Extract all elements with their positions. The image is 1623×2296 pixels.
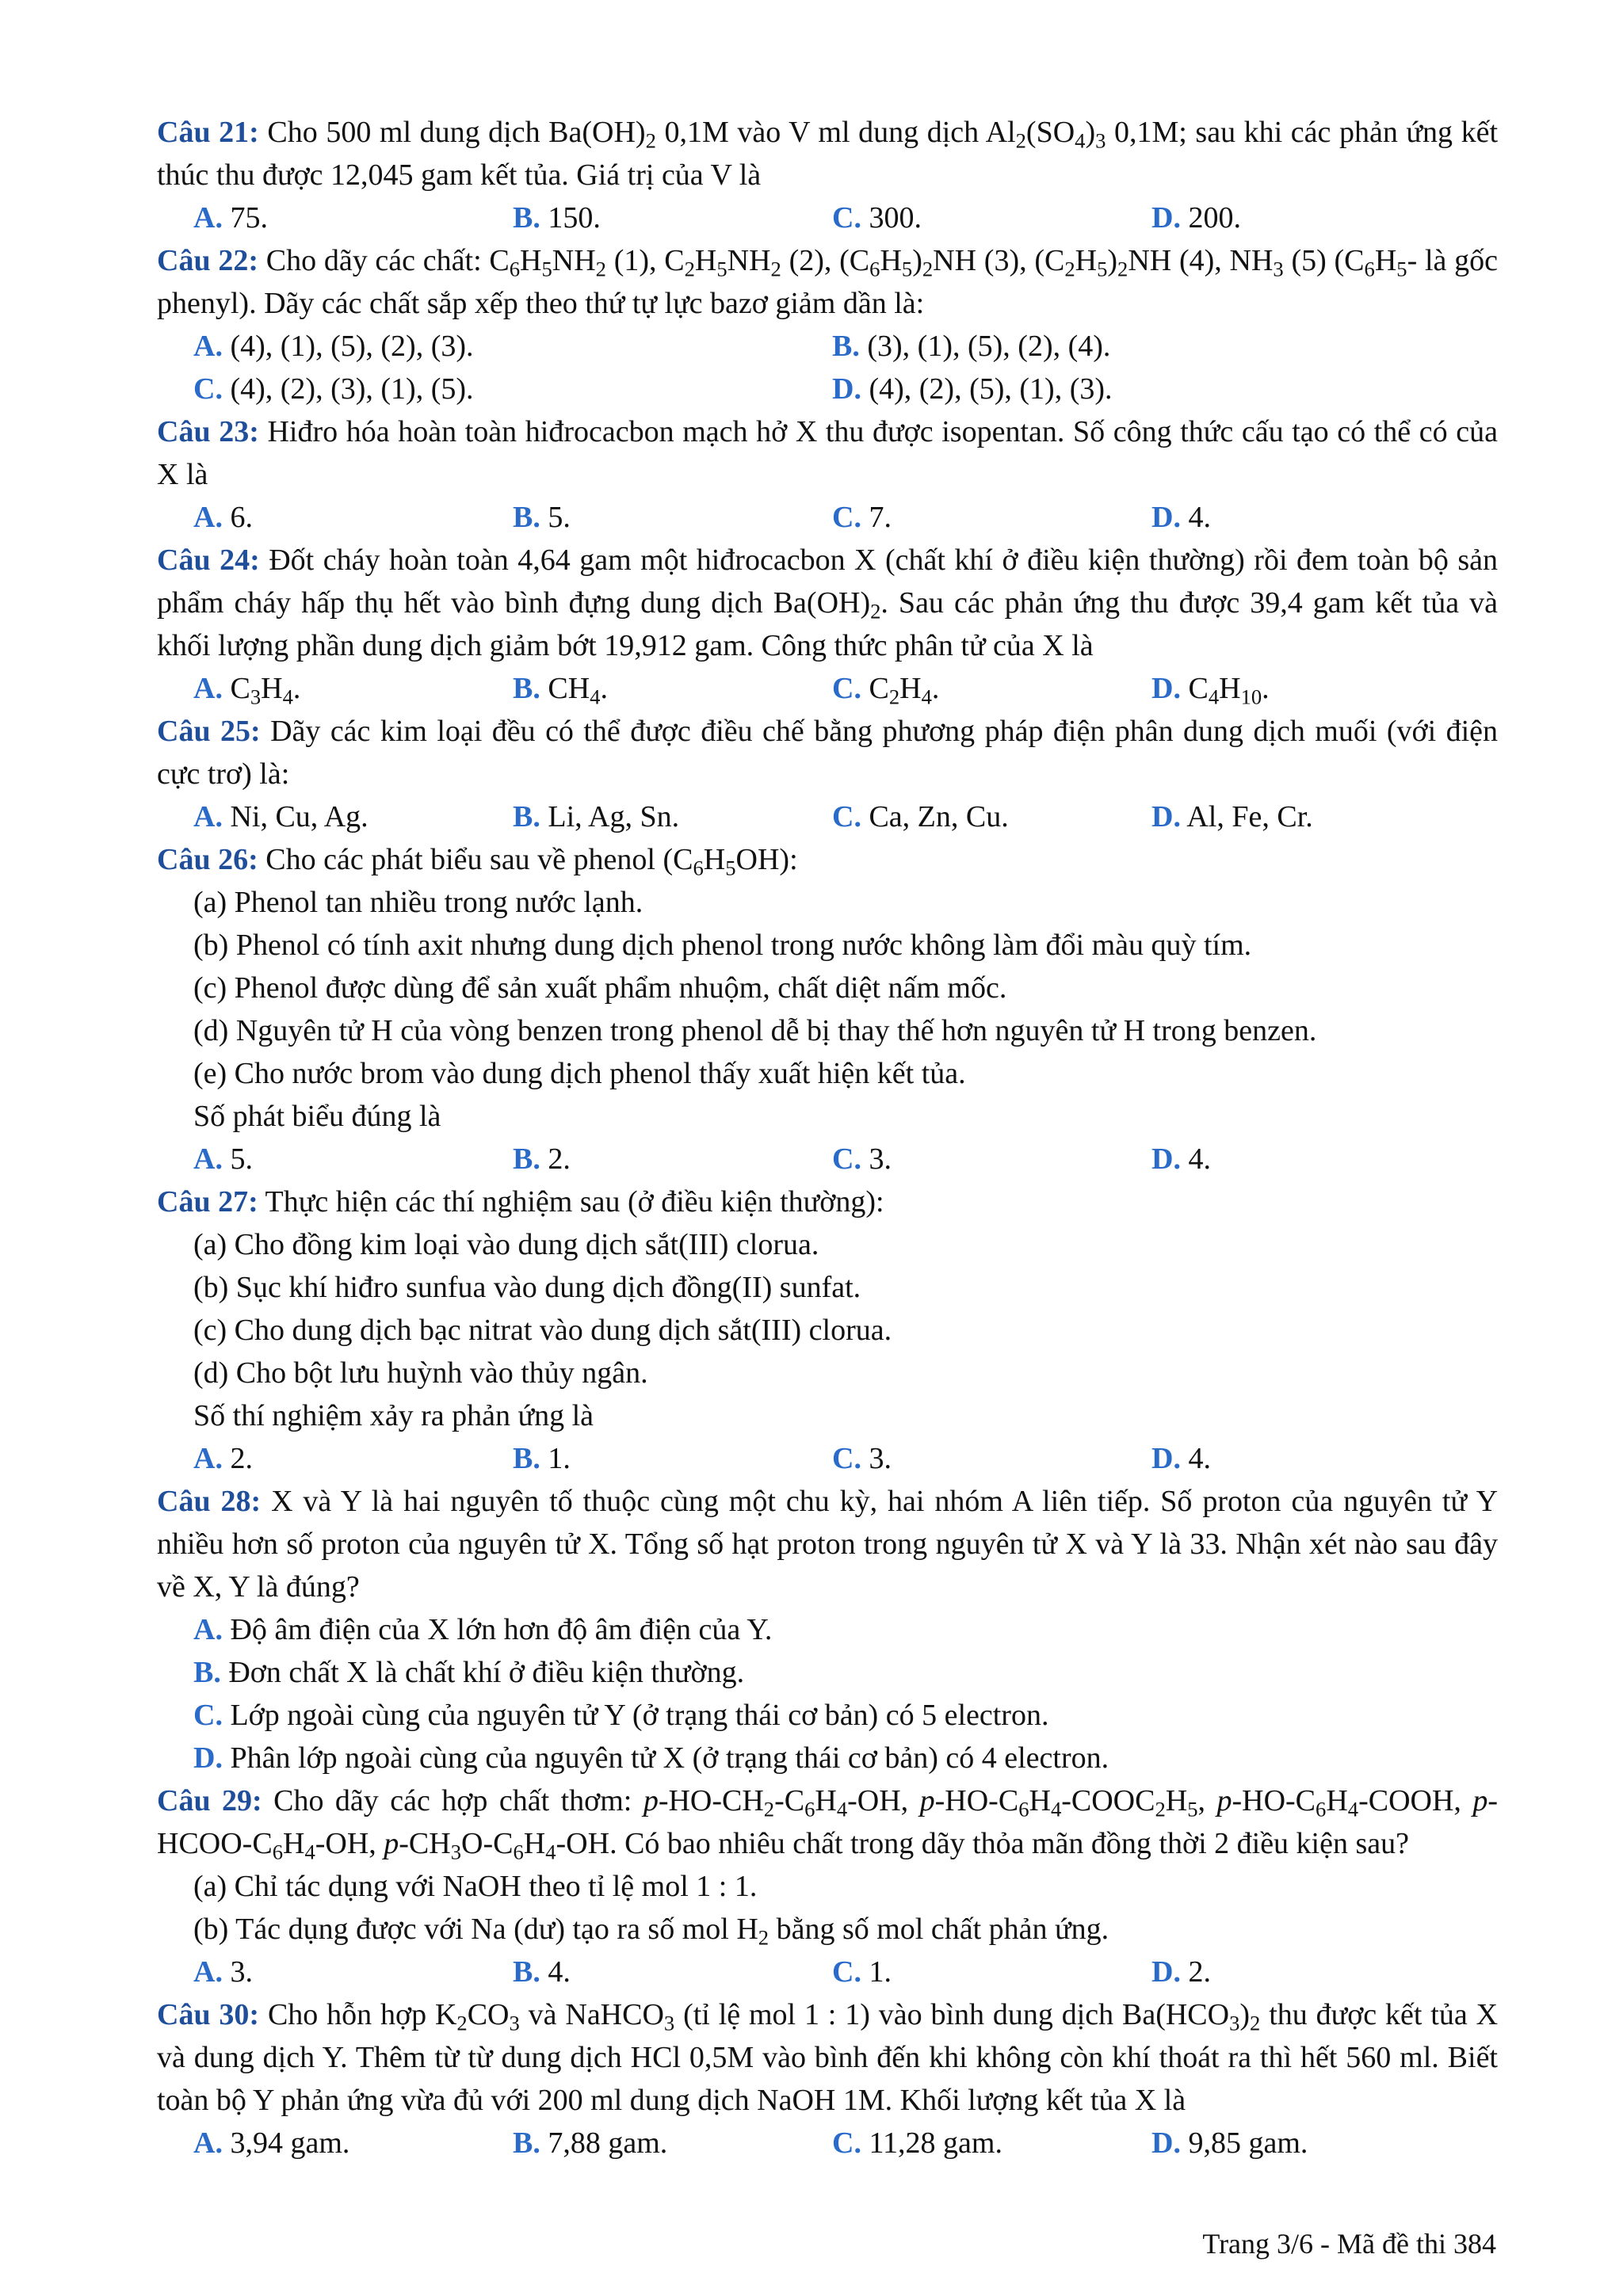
option-letter: B. — [513, 1442, 540, 1475]
answer-option-a — [193, 496, 513, 539]
statement-item: (a) Cho đồng kim loại vào dung dịch sắt(III) clorua. — [193, 1228, 819, 1261]
answer-option-b — [513, 196, 832, 239]
question-block — [157, 1180, 1498, 1480]
question-number: Câu 29: — [157, 1784, 262, 1817]
question-text: Cho dãy các hợp chất thơm: $p-HO-CH_2-C_6H_4-OH$, $p-HO-C_6H_4-COOC_2H_5$, $p-HO-C_6H_4$-COOH, $p-HCOO-C_6H_4-OH$, $p-CH_3O-C_6H_4-OH$. Có bao nhiêu chất trong dãy thỏa mãn đồng thời 2 điều kiện sau? — [157, 1784, 1498, 1864]
answer-option-d — [1151, 496, 1471, 539]
answer-option-c — [832, 1951, 1151, 1993]
answer-option-c — [832, 196, 1151, 239]
question-text: Cho 500 ml dung dịch $Ba(OH)_2$ 0,1M vào V ml dung dịch $Al_2(SO_4)_3$ 0,1M; sau khi các phản ứng kết thúc thu được 12,045 gam kết tủa. Giá trị của V là — [157, 116, 1499, 192]
option-text: 4. — [1180, 1442, 1211, 1475]
option-text: Lớp ngoài cùng của nguyên tử Y (ở trạng thái cơ bản) có 5 electron. — [222, 1699, 1049, 1732]
option-text: $C_2H_4$. — [861, 672, 940, 709]
option-text: 3,94 gam. — [222, 2126, 350, 2160]
answer-option-d — [1151, 667, 1471, 710]
statement-item: (c) Phenol được dùng để sản xuất phẩm nhuộm, chất diệt nấm mốc. — [193, 971, 1007, 1005]
answer-option-a — [193, 1138, 513, 1180]
option-letter: C. — [832, 1955, 861, 1989]
answer-options — [157, 795, 1498, 838]
option-text: 4. — [1180, 1142, 1211, 1176]
statement-item: (e) Cho nước brom vào dung dịch phenol thấy xuất hiện kết tủa. — [193, 1057, 966, 1090]
option-text: 2. — [540, 1142, 571, 1176]
answer-option-c — [832, 1437, 1151, 1480]
option-text: 5. — [540, 501, 571, 534]
statement-item: Số phát biểu đúng là — [193, 1100, 441, 1133]
option-text: 3. — [222, 1955, 253, 1989]
answer-option-a — [193, 795, 513, 838]
statement-item: (d) Nguyên tử H của vòng benzen trong phenol dễ bị thay thế hơn nguyên tử H trong benzen. — [193, 1014, 1317, 1047]
answer-options — [157, 1437, 1498, 1480]
option-text: 2. — [222, 1442, 253, 1475]
question-number: Câu 25: — [157, 715, 261, 748]
option-text: 5. — [222, 1142, 253, 1176]
question-stem — [157, 410, 1498, 496]
question-stem — [157, 1480, 1498, 1608]
option-letter: A. — [193, 1613, 223, 1646]
option-letter: B. — [513, 1955, 540, 1989]
option-text: 11,28 gam. — [861, 2126, 1002, 2160]
option-letter: D. — [1151, 1142, 1181, 1176]
option-letter: B. — [513, 2126, 540, 2160]
question-text: Cho hỗn hợp $K_2CO_3$ và NaHCO$_3$ (tỉ lệ mol 1 : 1) vào bình dung dịch $Ba(HCO_3)_2$ thu được kết tủa X và dung dịch Y. Thêm từ từ dung dịch HCl 0,5M vào bình đến khi không còn khí thoát ra thì hết 560 ml. Biết toàn bộ Y phản ứng vừa đủ với 200 ml dung dịch NaOH 1M. Khối lượng kết tủa X là — [157, 1998, 1499, 2117]
statement-item: (d) Cho bột lưu huỳnh vào thủy ngân. — [193, 1356, 648, 1390]
option-text: Ni, Cu, Ag. — [222, 800, 369, 833]
answer-option-c — [832, 2122, 1151, 2164]
question-block — [157, 239, 1498, 410]
option-text: Độ âm điện của X lớn hơn độ âm điện của Y. — [222, 1613, 773, 1646]
answer-option-c — [832, 496, 1151, 539]
option-letter: B. — [513, 800, 540, 833]
answer-options — [157, 1951, 1498, 1993]
option-letter: B. — [513, 501, 540, 534]
question-stem — [157, 1993, 1498, 2122]
answer-options — [157, 2122, 1498, 2164]
question-text: Dãy các kim loại đều có thể được điều chế bằng phương pháp điện phân dung dịch muối (với điện cực trơ) là: — [157, 715, 1498, 791]
option-letter: A. — [193, 800, 223, 833]
question-stem — [157, 1779, 1498, 1865]
answer-option-d — [1151, 2122, 1471, 2164]
option-text: 300. — [861, 201, 922, 235]
option-text: 4. — [540, 1955, 571, 1989]
answer-option-d — [1151, 1951, 1471, 1993]
answer-options — [157, 325, 1498, 410]
answer-options — [157, 496, 1498, 539]
option-text: $CH_4$. — [540, 672, 608, 709]
option-text: 1. — [861, 1955, 892, 1989]
option-letter: C. — [832, 1142, 861, 1176]
statement-item: Số thí nghiệm xảy ra phản ứng là — [193, 1399, 594, 1432]
answer-option-d — [1151, 795, 1471, 838]
option-letter: D. — [1151, 2126, 1181, 2160]
option-text: (4), (2), (3), (1), (5). — [222, 372, 474, 406]
option-text: 9,85 gam. — [1180, 2126, 1308, 2160]
option-letter: D. — [193, 1741, 223, 1775]
question-number: Câu 21: — [157, 116, 259, 149]
answer-option-a — [193, 1951, 513, 1993]
answer-option-d — [1151, 1437, 1471, 1480]
option-letter: C. — [193, 1699, 223, 1732]
answer-option-b — [513, 1437, 832, 1480]
option-text: 2. — [1180, 1955, 1211, 1989]
answer-option-d — [832, 368, 1471, 410]
option-letter: A. — [193, 672, 223, 705]
option-text: Al, Fe, Cr. — [1180, 800, 1313, 833]
option-text: 7. — [861, 501, 892, 534]
question-number: Câu 27: — [157, 1185, 258, 1219]
answer-options — [157, 1138, 1498, 1180]
answer-option-c — [832, 1138, 1151, 1180]
answer-option-a — [193, 1437, 513, 1480]
option-text: 4. — [1180, 501, 1211, 534]
statement-item: (b) Sục khí hiđro sunfua vào dung dịch đồng(II) sunfat. — [193, 1271, 861, 1304]
question-number: Câu 28: — [157, 1485, 262, 1518]
question-block — [157, 838, 1498, 1180]
answer-option-a — [193, 325, 832, 368]
option-text: $C_3H_4$. — [222, 672, 301, 709]
option-letter: A. — [193, 2126, 223, 2160]
option-text: $C_4H_{10}$. — [1180, 672, 1270, 709]
question-text: X và Y là hai nguyên tố thuộc cùng một chu kỳ, hai nhóm A liên tiếp. Số proton của nguyên tử Y nhiều hơn số proton của nguyên tử X. Tổng số hạt proton trong nguyên tử X và Y là 33. Nhận xét nào sau đây về X, Y là đúng? — [157, 1485, 1499, 1604]
question-stem — [157, 111, 1498, 196]
option-letter: D. — [1151, 672, 1181, 705]
option-letter: C. — [832, 1442, 861, 1475]
question-block — [157, 410, 1498, 539]
question-number: Câu 26: — [157, 843, 258, 876]
option-letter: D. — [1151, 1955, 1181, 1989]
page-footer: Trang 3/6 - Mã đề thi 384 — [1202, 2228, 1496, 2260]
option-letter: D. — [1151, 1442, 1181, 1475]
option-text: 3. — [861, 1142, 892, 1176]
option-letter: D. — [1151, 501, 1181, 534]
statement-item: (b) Phenol có tính axit nhưng dung dịch phenol trong nước không làm đổi màu quỳ tím. — [193, 929, 1252, 962]
question-number: Câu 30: — [157, 1998, 260, 2031]
option-letter: A. — [193, 1142, 223, 1176]
answer-option-a — [193, 196, 513, 239]
answer-options — [157, 196, 1498, 239]
answer-option-d — [1151, 1138, 1471, 1180]
statement-item: (a) Phenol tan nhiều trong nước lạnh. — [193, 886, 643, 919]
question-stem — [157, 1180, 1498, 1223]
question-block — [157, 1993, 1498, 2164]
question-block — [157, 539, 1498, 710]
statement-item: (b) Tác dụng được với Na (dư) tạo ra số mol $H_2$ bằng số mol chất phản ứng. — [193, 1913, 1109, 1950]
answer-option-b — [513, 1951, 832, 1993]
question-stem — [157, 710, 1498, 795]
question-stem — [157, 838, 1498, 881]
question-text: Cho các phát biểu sau về phenol $(C_6H_5OH)$: — [258, 843, 798, 880]
question-text: Thực hiện các thí nghiệm sau (ở điều kiện thường): — [258, 1185, 884, 1219]
option-letter: C. — [832, 800, 861, 833]
option-letter: C. — [832, 201, 861, 235]
question-list — [157, 111, 1498, 2164]
option-letter: A. — [193, 1442, 223, 1475]
option-text: (4), (2), (5), (1), (3). — [861, 372, 1113, 406]
option-letter: B. — [513, 672, 540, 705]
option-letter: B. — [832, 330, 860, 363]
option-letter: A. — [193, 1955, 223, 1989]
option-letter: A. — [193, 501, 223, 534]
question-text: Hiđro hóa hoàn toàn hiđrocacbon mạch hở X thu được isopentan. Số công thức cấu tạo có thể có của X là — [157, 415, 1499, 491]
answer-option-b — [513, 1138, 832, 1180]
answer-option-a — [193, 667, 513, 710]
question-stem — [157, 539, 1498, 667]
answer-option-c — [193, 1694, 1498, 1737]
question-text: Đốt cháy hoàn toàn 4,64 gam một hiđrocacbon X (chất khí ở điều kiện thường) rồi đem toàn bộ sản phẩm cháy hấp thụ hết vào bình đựng dung dịch $Ba(OH)_2$. Sau các phản ứng thu được 39,4 gam kết tủa và khối lượng phần dung dịch giảm bớt 19,912 gam. Công thức phân tử của X là — [157, 543, 1499, 662]
option-text: 200. — [1180, 201, 1241, 235]
option-text: Phân lớp ngoài cùng của nguyên tử X (ở trạng thái cơ bản) có 4 electron. — [222, 1741, 1109, 1775]
question-stem — [157, 239, 1498, 325]
option-letter: D. — [1151, 201, 1181, 235]
answer-option-c — [832, 795, 1151, 838]
option-letter: B. — [193, 1656, 221, 1689]
statement-item: (a) Chỉ tác dụng với NaOH theo tỉ lệ mol 1 : 1. — [193, 1870, 758, 1903]
option-text: Ca, Zn, Cu. — [861, 800, 1009, 833]
option-letter: D. — [1151, 800, 1181, 833]
answer-option-b — [513, 2122, 832, 2164]
question-number: Câu 22: — [157, 244, 258, 277]
question-block — [157, 1480, 1498, 1779]
statement-item: (c) Cho dung dịch bạc nitrat vào dung dịch sắt(III) clorua. — [193, 1314, 892, 1347]
answer-option-b — [513, 496, 832, 539]
question-number: Câu 23: — [157, 415, 259, 448]
option-text: (3), (1), (5), (2), (4). — [859, 330, 1111, 363]
answer-option-b — [513, 795, 832, 838]
option-text: (4), (1), (5), (2), (3). — [222, 330, 474, 363]
answer-option-d — [193, 1737, 1498, 1779]
answer-option-c — [832, 667, 1151, 710]
option-text: Đơn chất X là chất khí ở điều kiện thường. — [220, 1656, 745, 1689]
question-number: Câu 24: — [157, 543, 260, 577]
option-text: 6. — [222, 501, 253, 534]
option-letter: C. — [193, 372, 223, 406]
answer-option-a — [193, 1608, 1498, 1651]
option-text: 7,88 gam. — [540, 2126, 668, 2160]
answer-options — [157, 667, 1498, 710]
answer-option-b — [193, 1651, 1498, 1694]
answer-option-b — [513, 667, 832, 710]
question-block — [157, 1779, 1498, 1993]
answer-options — [157, 1608, 1498, 1779]
answer-option-a — [193, 2122, 513, 2164]
answer-option-c — [193, 368, 832, 410]
question-block — [157, 710, 1498, 838]
option-letter: C. — [832, 672, 861, 705]
option-letter: D. — [832, 372, 861, 406]
answer-option-d — [1151, 196, 1471, 239]
option-text: Li, Ag, Sn. — [540, 800, 680, 833]
answer-option-b — [832, 325, 1471, 368]
option-letter: C. — [832, 2126, 861, 2160]
option-letter: A. — [193, 330, 223, 363]
option-letter: B. — [513, 201, 540, 235]
option-letter: B. — [513, 1142, 540, 1176]
option-text: 1. — [540, 1442, 571, 1475]
option-letter: C. — [832, 501, 861, 534]
option-text: 3. — [861, 1442, 892, 1475]
option-letter: A. — [193, 201, 223, 235]
question-text: Cho dãy các chất: $C_6H_5NH_2$ (1), $C_2H_5NH_2$ (2), $(C_6H_5)_2NH$ (3), $(C_2H_5)_2NH$ (4), $NH_3$ (5) ($C_6H_5-$ là gốc phenyl). Dãy các chất sắp xếp theo thứ tự lực bazơ giảm dần là: — [157, 244, 1499, 320]
question-block — [157, 111, 1498, 239]
option-text: 75. — [222, 201, 268, 235]
option-text: 150. — [540, 201, 601, 235]
